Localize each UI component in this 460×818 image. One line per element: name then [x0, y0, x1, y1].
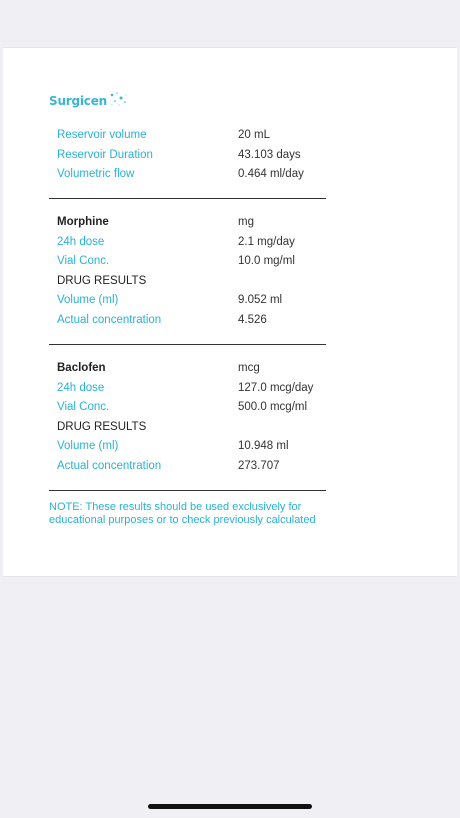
drug1-concentration-row	[57, 312, 337, 328]
drug1-concentration-label: Actual concentration	[57, 314, 162, 326]
volumetric-flow-label: Volumetric flow	[57, 168, 135, 180]
drug1-volume-value: 9.052 ml	[238, 294, 283, 306]
drug2-header-row	[57, 360, 337, 376]
sparkle-dots-icon	[108, 90, 130, 112]
divider	[49, 490, 326, 491]
surgicen-logo	[49, 86, 130, 116]
drug1-vial-row	[57, 253, 337, 269]
drug1-dose-value: 2.1 mg/day	[238, 236, 295, 248]
note-line-1: NOTE: These results should be used exclusively for	[49, 501, 302, 513]
volumetric-flow-value: 0.464 ml/day	[238, 168, 304, 180]
drug2-dose-value: 127.0 mcg/day	[238, 382, 314, 394]
drug2-vial-row	[57, 399, 337, 415]
drug1-volume-label: Volume (ml)	[57, 294, 119, 306]
drug1-concentration-value: 4.526	[238, 314, 267, 326]
logo-text: Surgicen	[49, 94, 108, 108]
drug2-concentration-value: 273.707	[238, 460, 280, 472]
divider	[49, 198, 326, 199]
drug2-unit: mcg	[238, 362, 260, 374]
drug2-name: Baclofen	[57, 362, 106, 374]
reservoir-volume-row	[57, 127, 337, 143]
drug1-dose-label: 24h dose	[57, 236, 105, 248]
drug1-vial-label: Vial Conc.	[57, 255, 110, 267]
disclaimer-note	[49, 501, 409, 527]
reservoir-duration-value: 43.103 days	[238, 149, 301, 161]
drug2-concentration-row	[57, 458, 337, 474]
home-indicator[interactable]	[148, 804, 312, 809]
drug1-results-heading: DRUG RESULTS	[57, 275, 147, 287]
drug1-dose-row	[57, 234, 337, 250]
drug2-dose-row	[57, 380, 337, 396]
drug1-name: Morphine	[57, 216, 109, 228]
note-line-2: educational purposes or to check previously calculated	[49, 514, 316, 526]
reservoir-duration-row	[57, 147, 337, 163]
drug2-volume-label: Volume (ml)	[57, 440, 119, 452]
volumetric-flow-row	[57, 166, 337, 182]
drug2-vial-label: Vial Conc.	[57, 401, 110, 413]
reservoir-duration-label: Reservoir Duration	[57, 149, 153, 161]
reservoir-volume-value: 20 mL	[238, 129, 270, 141]
drug1-header-row	[57, 214, 337, 230]
drug2-volume-value: 10.948 ml	[238, 440, 289, 452]
drug1-unit: mg	[238, 216, 254, 228]
drug2-results-heading: DRUG RESULTS	[57, 421, 147, 433]
drug2-results-heading-row	[57, 419, 337, 435]
drug1-volume-row	[57, 292, 337, 308]
reservoir-volume-label: Reservoir volume	[57, 129, 147, 141]
divider	[49, 344, 326, 345]
drug2-vial-value: 500.0 mcg/ml	[238, 401, 308, 413]
drug1-vial-value: 10.0 mg/ml	[238, 255, 295, 267]
drug2-concentration-label: Actual concentration	[57, 460, 162, 472]
drug2-volume-row	[57, 438, 337, 454]
drug1-results-heading-row	[57, 273, 337, 289]
results-card	[3, 47, 457, 577]
drug2-dose-label: 24h dose	[57, 382, 105, 394]
